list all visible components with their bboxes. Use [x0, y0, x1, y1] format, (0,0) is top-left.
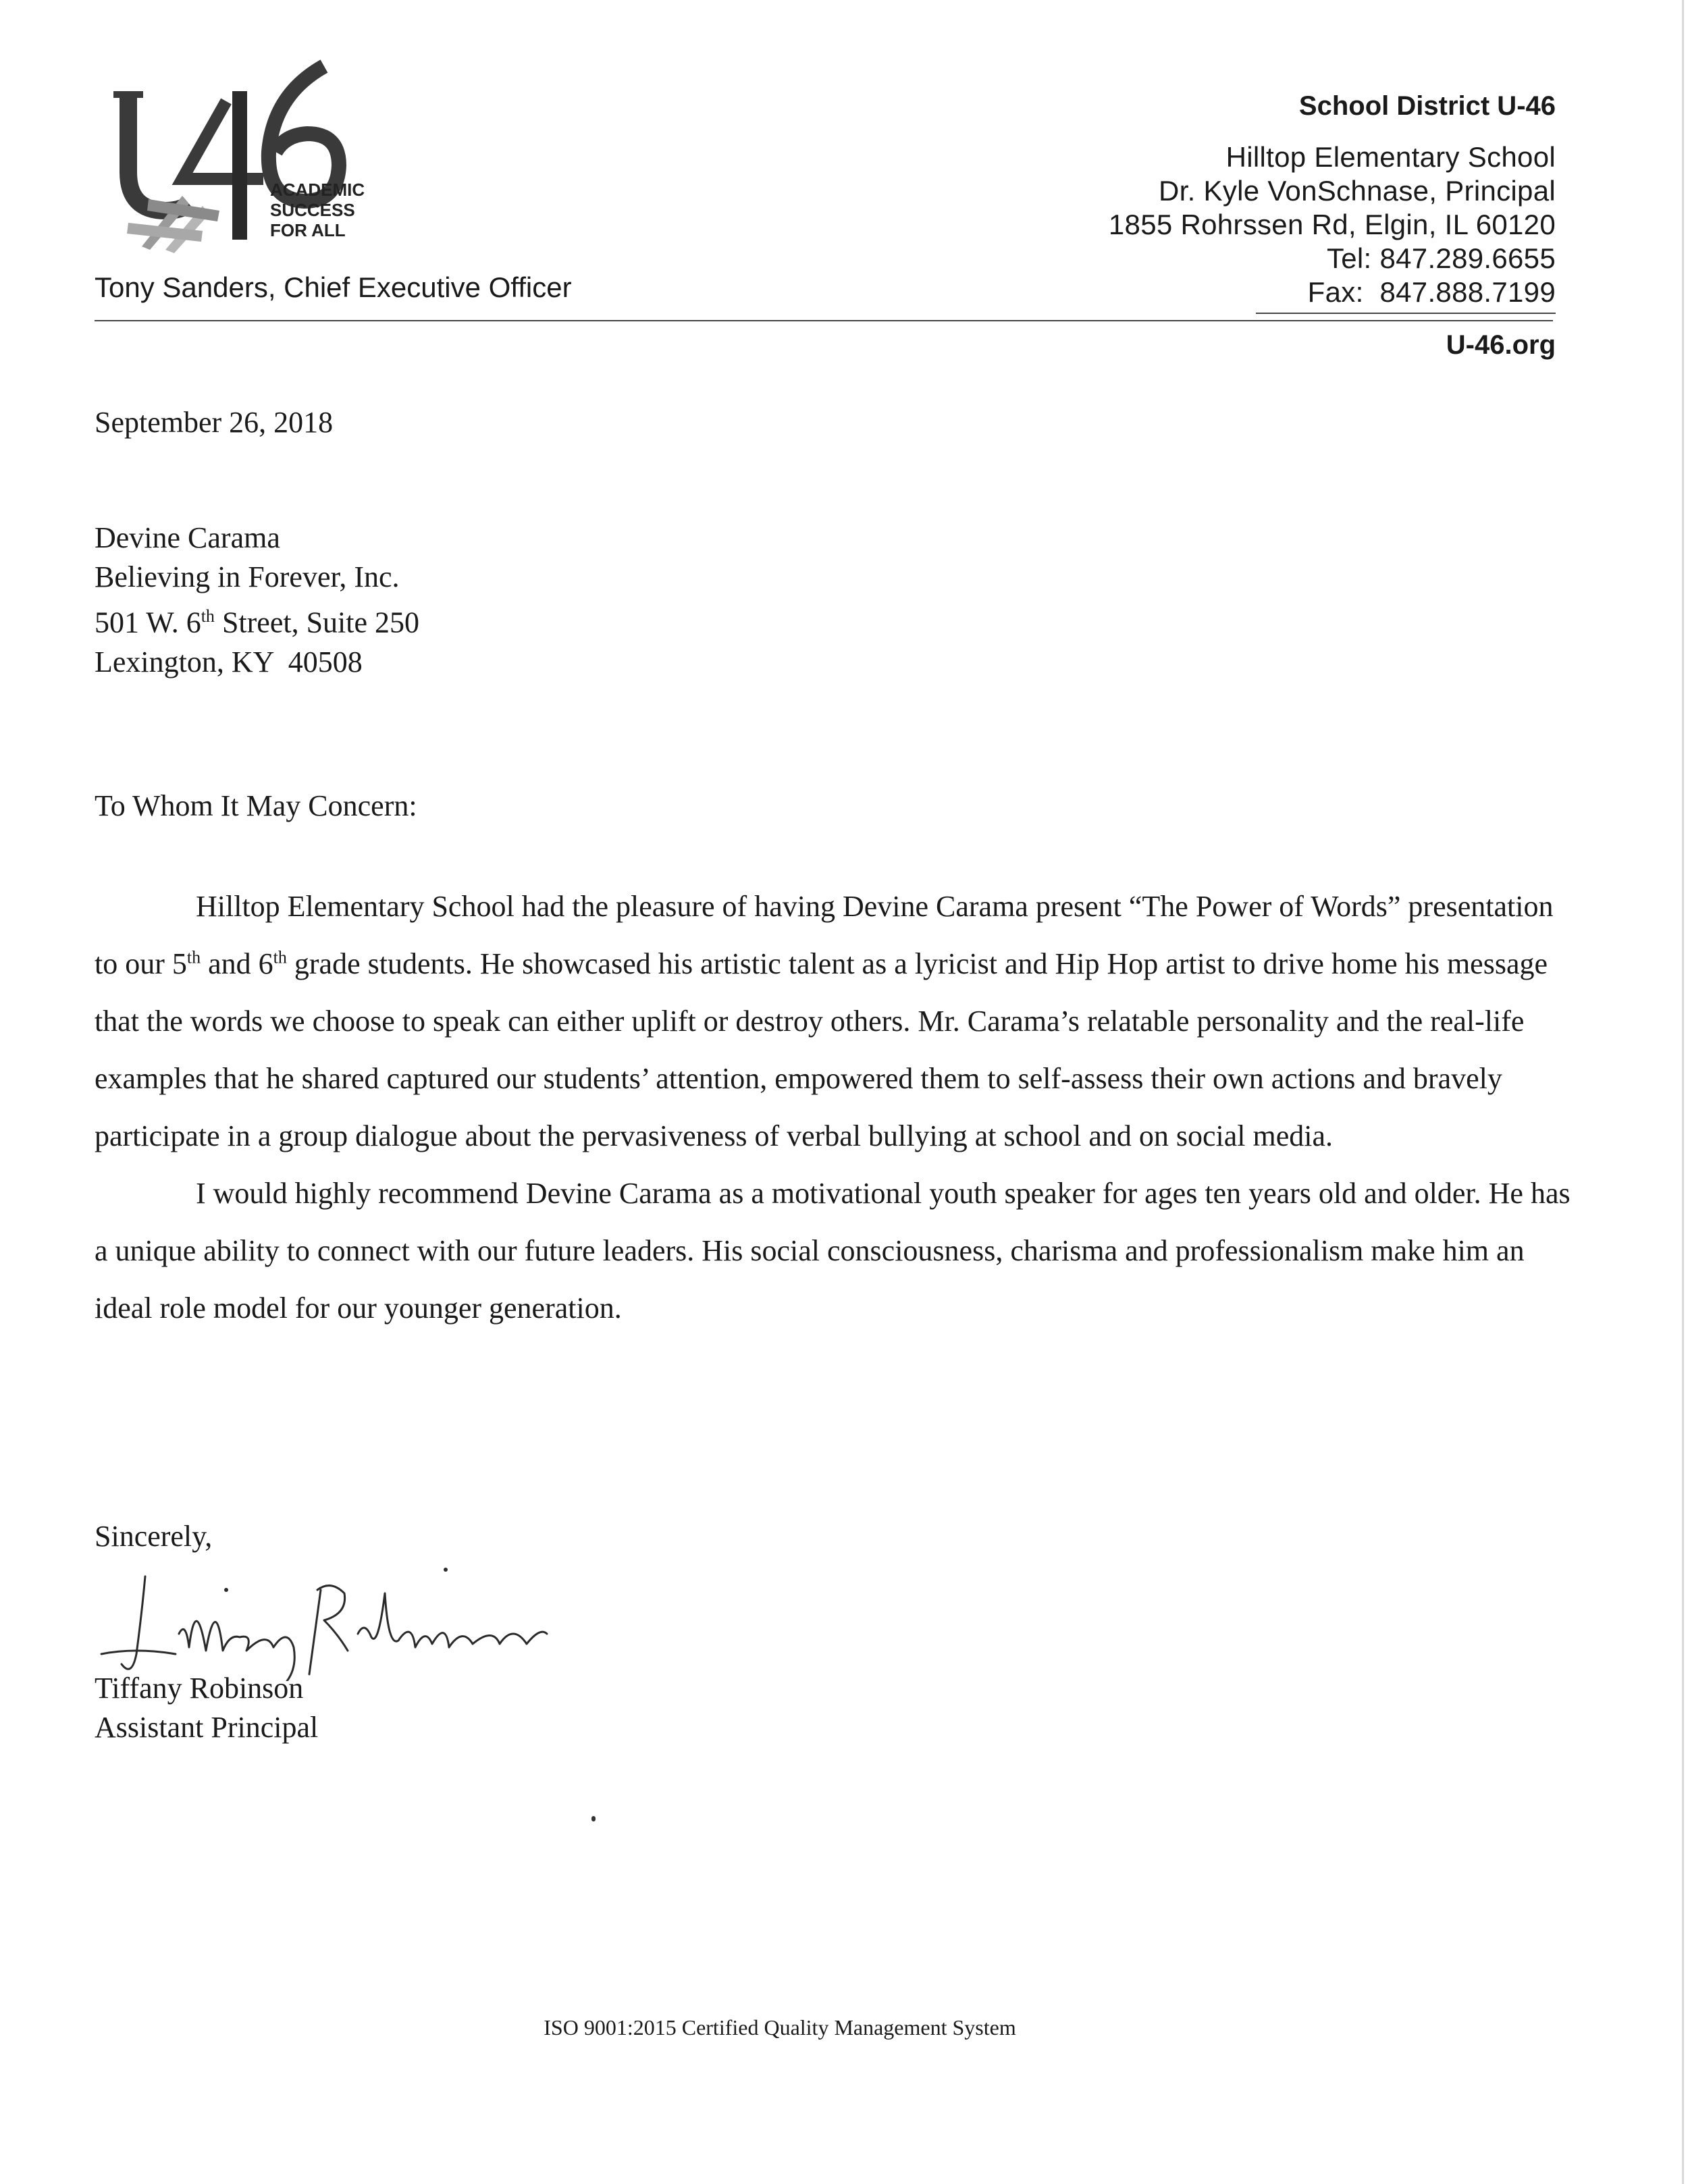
signer-block [95, 1669, 318, 1747]
street-rest: Street, Suite 250 [214, 606, 420, 639]
body-paragraph-2: I would highly recommend Devine Carama as a motivational youth speaker for ages ten years old and older. He has a unique ability to connect with our future leaders. His social consciousness, charisma and professionalism make him an ideal role model for our younger generation. [95, 1177, 1571, 1325]
footer [0, 2015, 1688, 2040]
recipient-organization: Believing in Forever, Inc. [95, 560, 400, 593]
fax-underline [1256, 313, 1556, 314]
signature-stroke-r [317, 1586, 348, 1651]
recipient-name: Devine Carama [95, 521, 280, 554]
logo-tagline-line-1: ACADEMIC [270, 180, 365, 200]
signer-name: Tiffany Robinson [95, 1672, 304, 1705]
logo-u-stroke [128, 95, 189, 211]
school-phone: Tel: 847.289.6655 [1326, 242, 1556, 274]
principal-name: Dr. Kyle VonSchnase, Principal [1159, 175, 1556, 207]
signature-dot-2 [444, 1568, 448, 1572]
school-fax: Fax: 847.888.7199 [1307, 276, 1556, 308]
signature-stroke-obinson [358, 1593, 547, 1647]
letter-date: September 26, 2018 [95, 406, 334, 439]
letter-body [95, 878, 1580, 1337]
district-contact-block [1109, 88, 1556, 363]
page-edge-shadow [1682, 0, 1684, 2184]
handwritten-signature [95, 1553, 567, 1681]
logo-tagline [270, 180, 365, 240]
logo-four-diagonal [182, 101, 263, 179]
recipient-street [95, 597, 419, 643]
paragraph-1-text-b: and 6 [201, 947, 273, 980]
district-name: School District U-46 [1298, 91, 1556, 121]
logo-tagline-line-2: SUCCESS [270, 200, 355, 220]
street-number: 501 W. 6 [95, 606, 201, 639]
paragraph-1-ordinal-b: th [273, 947, 287, 967]
signature-stroke-bar [101, 1651, 176, 1654]
school-address: 1855 Rohrssen Rd, Elgin, IL 60120 [1108, 209, 1556, 240]
salutation: To Whom It May Concern: [95, 789, 417, 822]
signature-graphic [95, 1553, 567, 1681]
u46-logo-graphic [101, 54, 419, 257]
paragraph-1-text-c: grade students. He showcased his artistic talent as a lyricist and Hip Hop artist to drive home his message that the words we choose to speak can either uplift or destroy others. Mr. Carama’s relatable personality and the real-life examples that he shared captured our students’ attention, empowered them to self-assess their own actions and bravely participate in a group dialogue about the pervasiveness of verbal bullying at school and on social media. [95, 947, 1548, 1152]
u46-logo [101, 54, 419, 257]
letterhead-divider [95, 320, 1553, 321]
signature-dot-1 [224, 1588, 228, 1592]
signer-title: Assistant Principal [95, 1711, 319, 1744]
recipient-city-state-zip: Lexington, KY 40508 [95, 645, 363, 678]
iso-certification: ISO 9001:2015 Certified Quality Management System [544, 2015, 1016, 2040]
paragraph-1-ordinal-a: th [186, 947, 201, 967]
logo-tagline-line-3: FOR ALL [270, 220, 346, 240]
closing: Sincerely, [95, 1520, 213, 1553]
school-name: Hilltop Elementary School [1225, 141, 1556, 173]
district-website: U-46.org [1446, 330, 1556, 360]
street-ordinal: th [201, 606, 215, 626]
recipient-address [95, 518, 419, 682]
paragraph-1-text-a: Hilltop Elementary School had the pleasure of having Devine Carama present “The Power of Words” presentation to our 5 [95, 890, 1554, 980]
ceo-line: Tony Sanders, Chief Executive Officer [95, 271, 572, 303]
signature-stroke-t [122, 1576, 145, 1669]
body-paragraph-1 [95, 878, 1580, 1165]
scan-speck [591, 1816, 596, 1821]
signature-stroke-r-stem [309, 1590, 321, 1674]
